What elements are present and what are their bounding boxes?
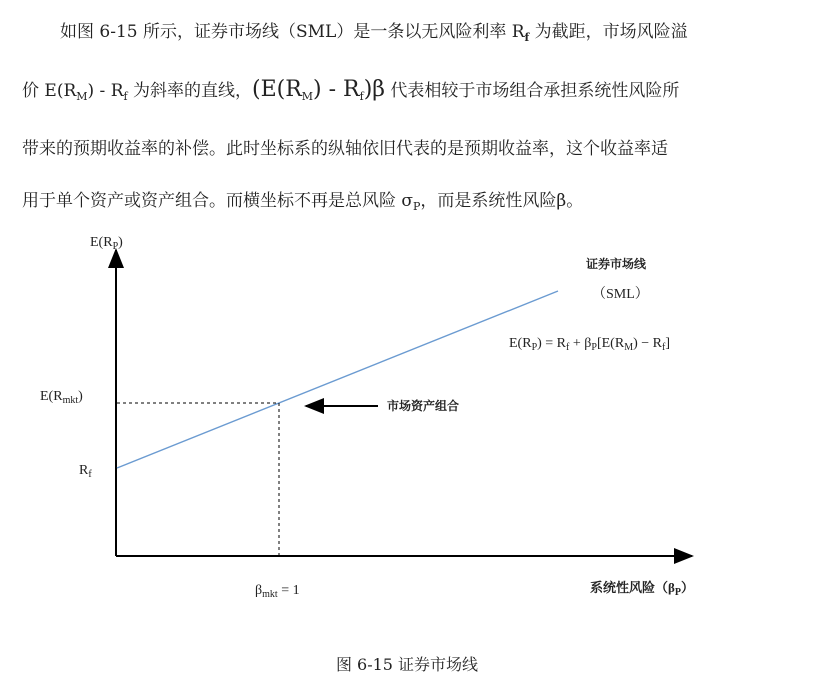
paragraph-text: ，而是系统性风险β。 xyxy=(420,191,584,211)
y-axis-label: $E(R_P)$ xyxy=(90,235,123,252)
paragraph-text: ) - R xyxy=(87,81,124,101)
market-return-label: $E(R_{mkt})$ xyxy=(40,389,83,406)
paragraph-text: 价 E(R xyxy=(22,81,77,101)
subscript: f xyxy=(359,90,364,103)
paragraph-text: 为截距，市场风险溢 xyxy=(529,22,688,42)
subscript: M xyxy=(301,90,314,103)
paragraph-text: 为斜率的直线， xyxy=(127,81,252,101)
market-portfolio-label: 市场资产组合 xyxy=(387,399,460,413)
figure-caption: 图 6-15 证券市场线 xyxy=(335,655,479,674)
beta-mkt-label: $\beta_{mkt} = 1$ xyxy=(255,583,300,600)
sml-line xyxy=(117,291,558,468)
paragraph-text: 代表相较于市场组合承担系统性风险所 xyxy=(385,81,680,101)
rf-subscript: f xyxy=(524,31,530,44)
sml-equation: $E(R_P) = R_f + \beta_P[E(R_M) - R_f]$ xyxy=(509,336,671,353)
x-axis-label: 系统性风险$(\beta_P)$ xyxy=(590,580,694,598)
paragraph-line-3: 带来的预期收益率的补偿。此时坐标系的纵轴依旧代表的是预期收益率，这个收益率适 xyxy=(22,139,668,159)
subscript: P xyxy=(413,200,421,213)
formula-text: (E(R xyxy=(251,77,302,102)
paragraph-text: 用于单个资产或资产组合。而横坐标不再是总风险 σ xyxy=(22,191,414,211)
sml-name-label: 证券市场线 xyxy=(586,257,647,271)
formula-text: ) - R xyxy=(313,77,360,102)
formula-text: )β xyxy=(363,77,386,102)
sml-abbr-label: （SML） xyxy=(592,287,649,302)
subscript: f xyxy=(123,90,128,103)
subscript: M xyxy=(76,90,88,103)
paragraph-text: 如图 6-15 所示，证券市场线（SML）是一条以无风险利率 R xyxy=(60,22,525,42)
rf-label: $R_f$ xyxy=(79,463,92,480)
